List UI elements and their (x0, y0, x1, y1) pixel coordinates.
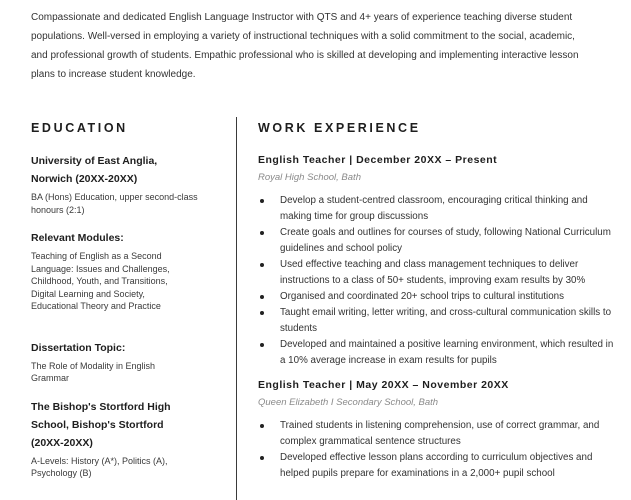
duty-item: Organised and coordinated 20+ school trips to cultural institutions (258, 289, 618, 305)
bullet-icon (260, 311, 264, 315)
duty-item: Taught email writing, letter writing, and cross-cultural communication skills to students (258, 305, 618, 337)
job-employer: Royal High School, Bath (258, 172, 361, 183)
work-experience-heading: WORK EXPERIENCE (258, 121, 421, 135)
bullet-icon (260, 295, 264, 299)
job-title: English Teacher | May 20XX – November 20XX (258, 379, 509, 391)
alevels-text: A-Levels: History (A*), Politics (A), Psychology (B) (31, 455, 168, 478)
bullet-icon (260, 343, 264, 347)
duty-item: Developed and maintained a positive learning environment, which resulted in a 10% average increase in exam results for pupils (258, 337, 618, 369)
modules-title: Relevant Modules: (31, 232, 124, 244)
bullet-icon (260, 263, 264, 267)
professional-summary: Compassionate and dedicated English Language Instructor with QTS and 4+ years of experience teaching diverse student populations. Well-versed in employing a variety of instructional techniques with a solid commitment to the social, academic, and professional growth of students. Empathic professional who is skilled at developing and implementing interactive lesson plans to increase student knowledge. (31, 12, 579, 80)
school-entry (31, 398, 221, 480)
duty-item: Used effective teaching and class management techniques to deliver instructions to a class of 50+ students, improving exam results by 30% (258, 257, 618, 289)
job-duties-list (258, 418, 618, 482)
bullet-icon (260, 456, 264, 460)
education-heading: EDUCATION (31, 121, 128, 135)
duty-item: Developed effective lesson plans according to curriculum objectives and helped pupils prepare for examinations in a 2,000+ pupil school (258, 450, 618, 482)
bullet-icon (260, 199, 264, 203)
university-entry (31, 152, 221, 216)
job-duties-list (258, 193, 618, 369)
dissertation-topic: The Role of Modality in English Grammar (31, 360, 156, 383)
bullet-icon (260, 424, 264, 428)
duty-item: Create goals and outlines for courses of study, following National Curriculum guidelines and school policy (258, 225, 618, 257)
job-employer: Queen Elizabeth I Secondary School, Bath (258, 397, 439, 408)
column-divider (236, 117, 237, 500)
dissertation-entry (31, 339, 221, 385)
modules-entry (31, 229, 221, 313)
degree-text: BA (Hons) Education, upper second-class honours (2:1) (31, 192, 198, 215)
bullet-icon (260, 231, 264, 235)
job-title: English Teacher | December 20XX – Present (258, 154, 498, 166)
work-experience-section (258, 118, 618, 482)
dissertation-title: Dissertation Topic: (31, 341, 126, 354)
duty-item: Trained students in listening comprehension, use of correct grammar, and complex grammatical sentence structures (258, 418, 618, 450)
university-name: University of East Anglia, Norwich (20XX-20XX) (31, 155, 158, 185)
school-name: The Bishop's Stortford High School, Bishop's Stortford (20XX-20XX) (31, 400, 171, 449)
duty-item: Develop a student-centred classroom, encouraging critical thinking and making time for group discussions (258, 193, 618, 225)
modules-list: Teaching of English as a Second Language: Issues and Challenges, Childhood, Youth, and Transitions, Digital Learning and Society, Educational Theory and Practice (31, 251, 170, 311)
job-entry (258, 152, 618, 369)
education-section (31, 118, 221, 493)
job-entry (258, 377, 618, 482)
